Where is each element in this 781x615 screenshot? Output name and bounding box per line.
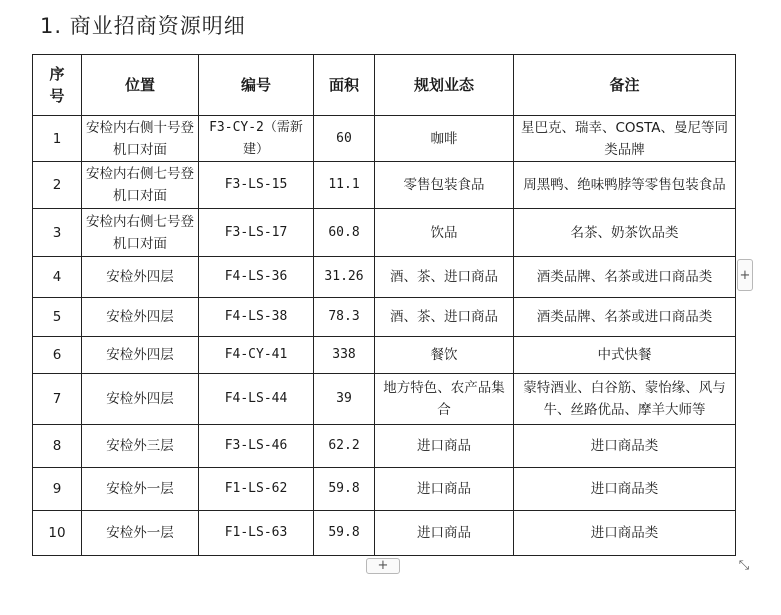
cell-area[interactable]: 62.2 xyxy=(314,425,375,468)
cell-no[interactable]: 2 xyxy=(33,162,82,209)
cell-no[interactable]: 4 xyxy=(33,257,82,298)
cell-no[interactable]: 1 xyxy=(33,116,82,162)
cell-location[interactable]: 安检外四层 xyxy=(82,374,199,425)
table-row xyxy=(33,162,736,209)
header-remark[interactable]: 备注 xyxy=(514,55,736,116)
header-area[interactable]: 面积 xyxy=(314,55,375,116)
cell-area[interactable]: 78.3 xyxy=(314,298,375,337)
cell-location[interactable]: 安检外一层 xyxy=(82,468,199,511)
cell-area[interactable]: 39 xyxy=(314,374,375,425)
cell-location[interactable]: 安检外四层 xyxy=(82,257,199,298)
cell-location[interactable]: 安检外一层 xyxy=(82,511,199,556)
cell-no[interactable]: 7 xyxy=(33,374,82,425)
cell-no[interactable]: 6 xyxy=(33,337,82,374)
table-body xyxy=(33,116,736,556)
cell-area[interactable]: 60.8 xyxy=(314,209,375,257)
cell-no[interactable]: 10 xyxy=(33,511,82,556)
cell-type[interactable]: 酒、茶、进口商品 xyxy=(375,298,514,337)
table-header-row xyxy=(33,55,736,116)
cell-remark[interactable]: 进口商品类 xyxy=(514,511,736,556)
cell-no[interactable]: 9 xyxy=(33,468,82,511)
cell-type[interactable]: 零售包装食品 xyxy=(375,162,514,209)
cell-no[interactable]: 5 xyxy=(33,298,82,337)
cell-location[interactable]: 安检外四层 xyxy=(82,337,199,374)
table-row xyxy=(33,511,736,556)
cell-code[interactable]: F3-LS-17 xyxy=(199,209,314,257)
cell-area[interactable]: 59.8 xyxy=(314,511,375,556)
cell-code[interactable]: F4-LS-44 xyxy=(199,374,314,425)
cell-code[interactable]: F3-CY-2（需新建） xyxy=(199,116,314,162)
cell-area[interactable]: 59.8 xyxy=(314,468,375,511)
cell-code[interactable]: F1-LS-62 xyxy=(199,468,314,511)
cell-remark[interactable]: 中式快餐 xyxy=(514,337,736,374)
add-row-button[interactable]: + xyxy=(366,558,400,574)
header-location[interactable]: 位置 xyxy=(82,55,199,116)
cell-remark[interactable]: 蒙特酒业、白谷筋、蒙怡缘、风与牛、丝路优品、摩羊大师等 xyxy=(514,374,736,425)
table-row xyxy=(33,374,736,425)
cell-type[interactable]: 进口商品 xyxy=(375,468,514,511)
cell-remark[interactable]: 名茶、奶茶饮品类 xyxy=(514,209,736,257)
table-row xyxy=(33,116,736,162)
resize-handle-icon[interactable]: ⤡ xyxy=(738,557,750,573)
table-row xyxy=(33,298,736,337)
section-title: 1. 商业招商资源明细 xyxy=(40,14,246,38)
cell-type[interactable]: 酒、茶、进口商品 xyxy=(375,257,514,298)
table-row xyxy=(33,468,736,511)
cell-type[interactable]: 饮品 xyxy=(375,209,514,257)
table-row xyxy=(33,425,736,468)
cell-type[interactable]: 餐饮 xyxy=(375,337,514,374)
cell-area[interactable]: 60 xyxy=(314,116,375,162)
cell-type[interactable]: 地方特色、农产品集合 xyxy=(375,374,514,425)
cell-no[interactable]: 3 xyxy=(33,209,82,257)
cell-type[interactable]: 进口商品 xyxy=(375,425,514,468)
cell-location[interactable]: 安检内右侧七号登机口对面 xyxy=(82,209,199,257)
cell-code[interactable]: F3-LS-15 xyxy=(199,162,314,209)
cell-type[interactable]: 进口商品 xyxy=(375,511,514,556)
header-code[interactable]: 编号 xyxy=(199,55,314,116)
cell-area[interactable]: 31.26 xyxy=(314,257,375,298)
table-row xyxy=(33,337,736,374)
merchant-resource-table[interactable] xyxy=(32,54,736,556)
cell-remark[interactable]: 进口商品类 xyxy=(514,425,736,468)
cell-location[interactable]: 安检外四层 xyxy=(82,298,199,337)
table-row xyxy=(33,209,736,257)
cell-type[interactable]: 咖啡 xyxy=(375,116,514,162)
cell-remark[interactable]: 酒类品牌、名茶或进口商品类 xyxy=(514,257,736,298)
cell-remark[interactable]: 进口商品类 xyxy=(514,468,736,511)
header-type[interactable]: 规划业态 xyxy=(375,55,514,116)
add-column-button[interactable]: + xyxy=(737,259,753,291)
table-row xyxy=(33,257,736,298)
cell-location[interactable]: 安检内右侧十号登机口对面 xyxy=(82,116,199,162)
cell-code[interactable]: F3-LS-46 xyxy=(199,425,314,468)
header-no[interactable]: 序号 xyxy=(33,55,82,116)
cell-location[interactable]: 安检内右侧七号登机口对面 xyxy=(82,162,199,209)
cell-code[interactable]: F4-CY-41 xyxy=(199,337,314,374)
cell-code[interactable]: F4-LS-36 xyxy=(199,257,314,298)
cell-location[interactable]: 安检外三层 xyxy=(82,425,199,468)
cell-no[interactable]: 8 xyxy=(33,425,82,468)
cell-code[interactable]: F4-LS-38 xyxy=(199,298,314,337)
cell-code[interactable]: F1-LS-63 xyxy=(199,511,314,556)
cell-area[interactable]: 11.1 xyxy=(314,162,375,209)
cell-remark[interactable]: 星巴克、瑞幸、COSTA、曼尼等同类品牌 xyxy=(514,116,736,162)
cell-area[interactable]: 338 xyxy=(314,337,375,374)
cell-remark[interactable]: 周黑鸭、绝味鸭脖等零售包装食品 xyxy=(514,162,736,209)
cell-remark[interactable]: 酒类品牌、名茶或进口商品类 xyxy=(514,298,736,337)
